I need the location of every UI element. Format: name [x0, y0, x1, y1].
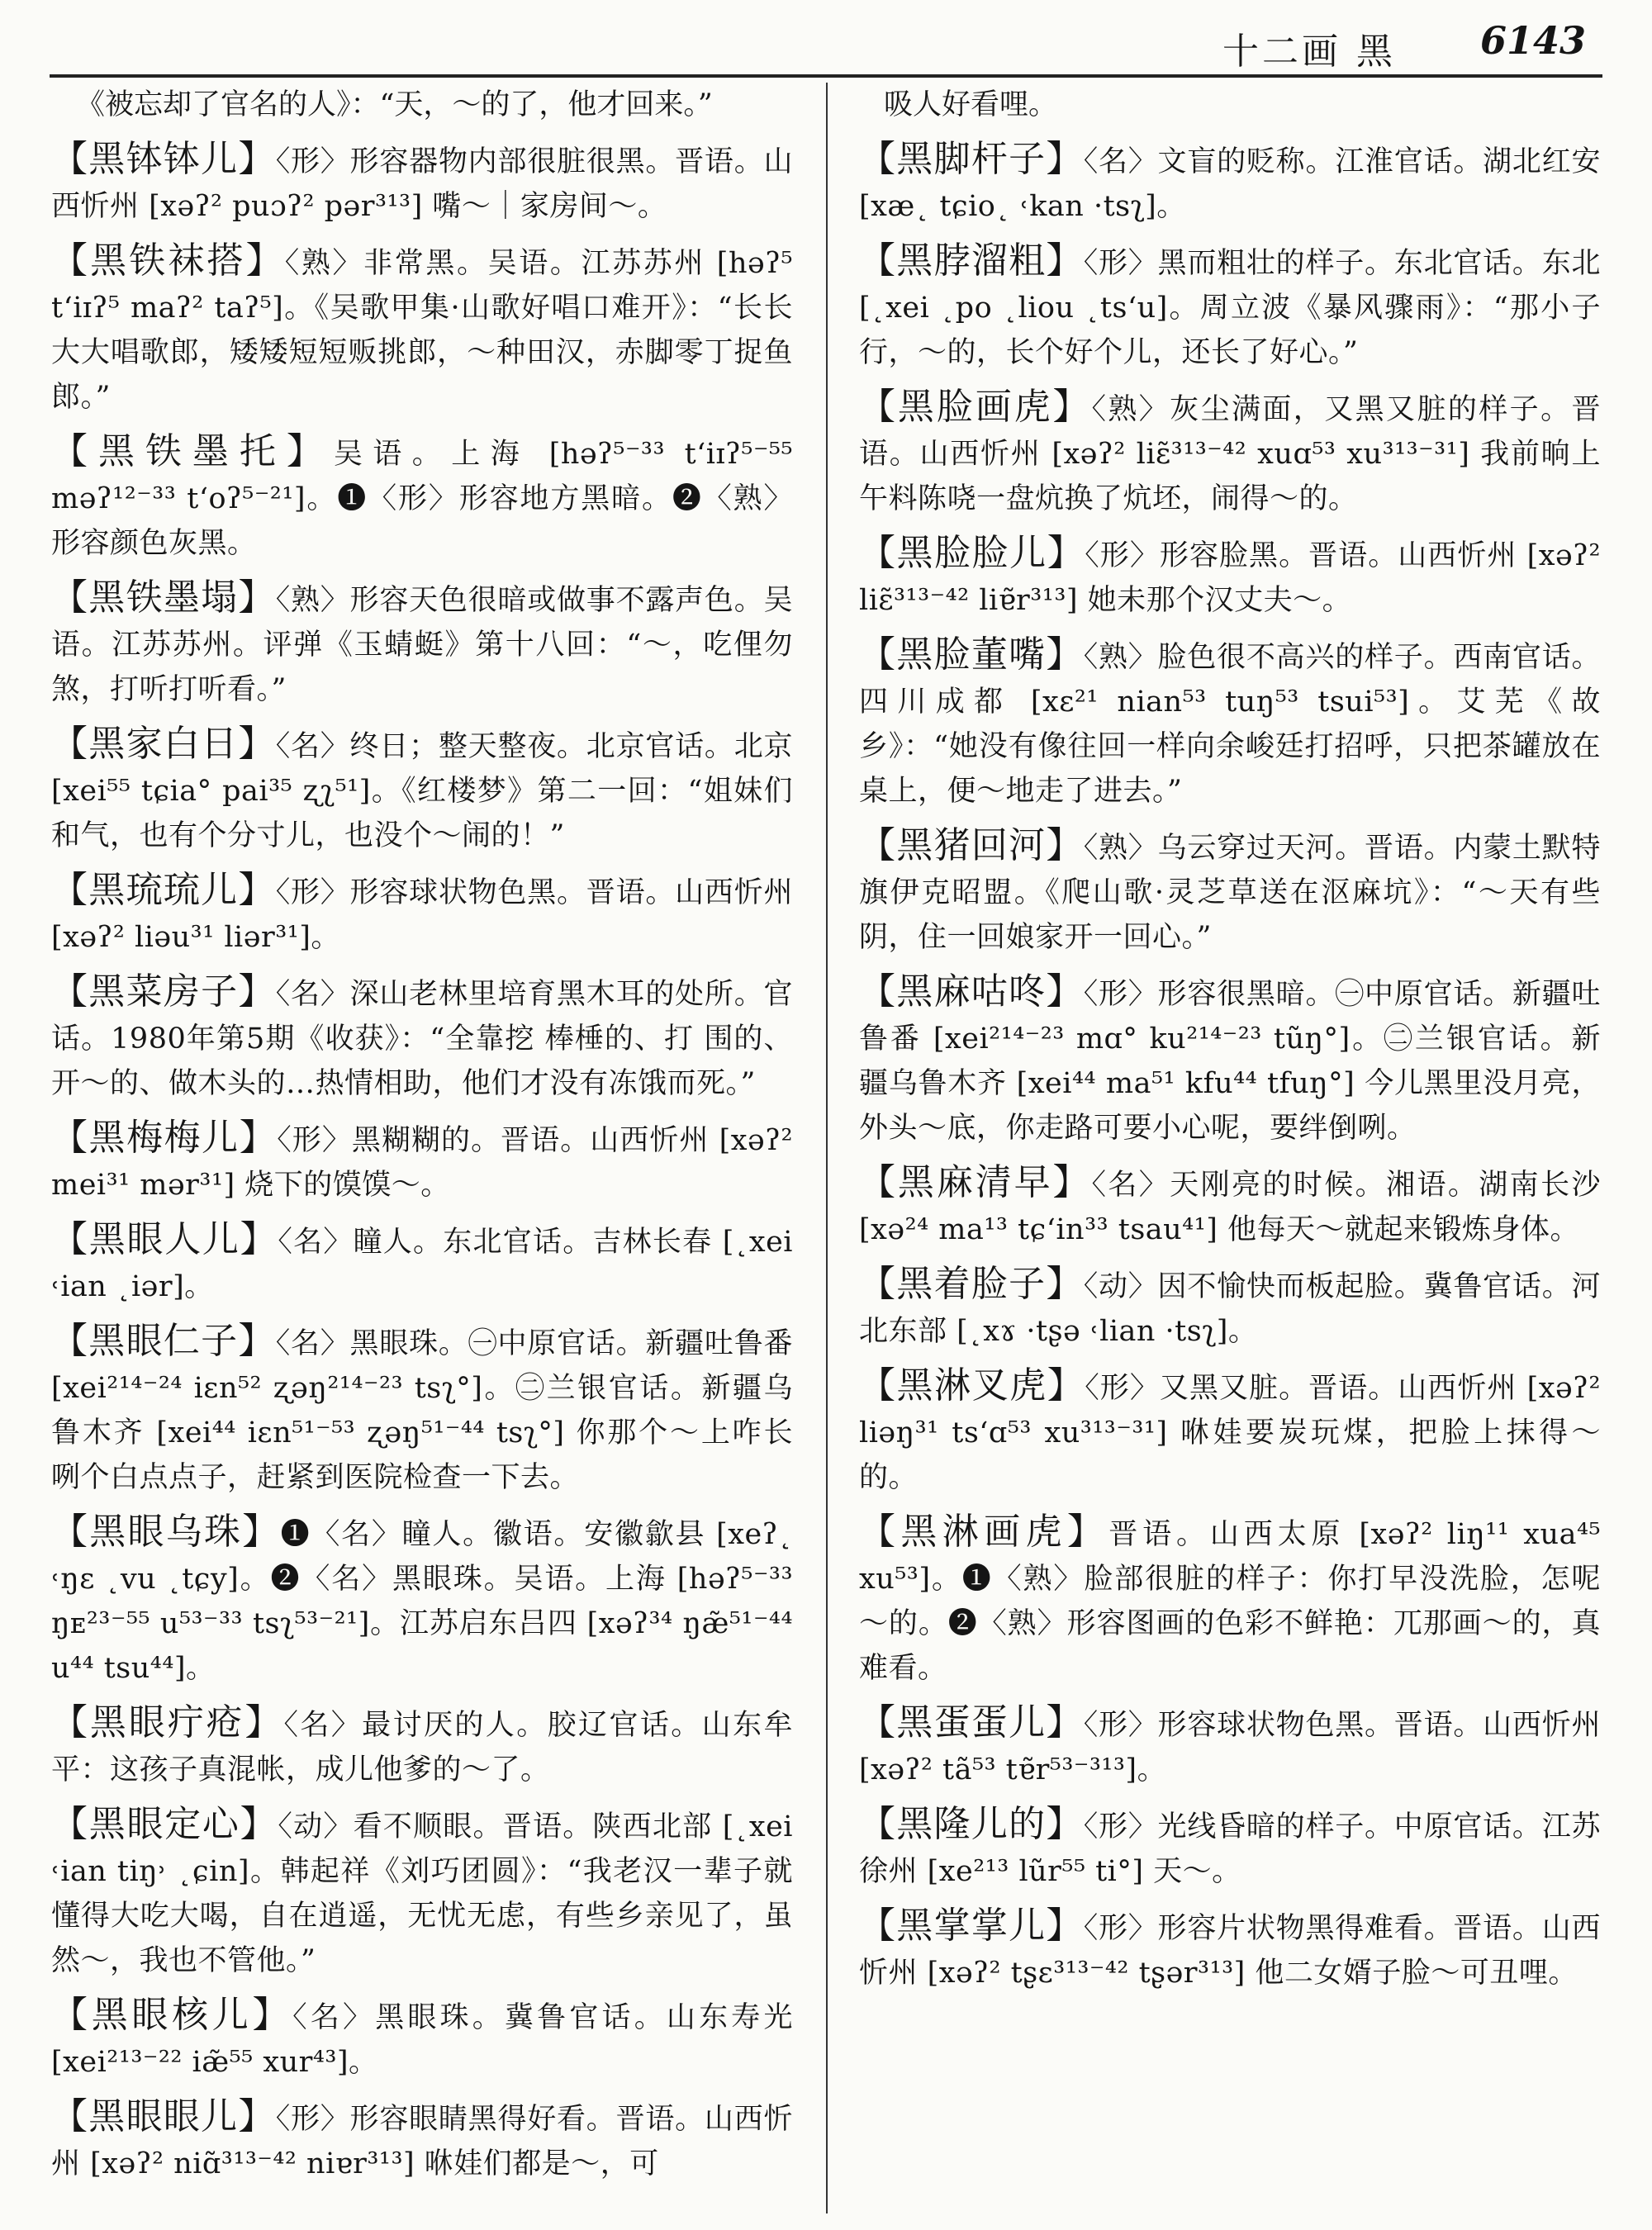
dictionary-entry — [859, 1160, 1601, 1252]
dictionary-entry — [859, 1904, 1601, 1995]
entry-headword: 【黑铁墨塌】 — [51, 576, 276, 619]
dictionary-entry — [859, 1701, 1601, 1792]
entry-definition: 〈形〉形容球状物色黑。晋语。山西忻州 [xəʔ² liəu³¹ liər³¹]。 — [51, 876, 793, 954]
entry-headword: 【黑眼眼儿】 — [51, 2095, 276, 2137]
entry-headword: 【黑脚杆子】 — [859, 138, 1084, 180]
entry-headword: 【黑铁袜搭】 — [51, 240, 285, 282]
dictionary-entry — [859, 633, 1601, 814]
entry-definition: 〈名〉最讨厌的人。胶辽官话。山东牟平：这孩子真混帐，成儿他爹的～了。 — [51, 1709, 793, 1786]
entry-headword: 【黑眼人儿】 — [51, 1218, 278, 1260]
entry-headword: 【黑菜房子】 — [51, 970, 276, 1013]
entry-headword: 【黑脸董嘴】 — [859, 633, 1084, 676]
entry-definition: 〈形〉又黑又脏。晋语。山西忻州 [xəʔ² liəŋ³¹ ts‘ɑ⁵³ xu³¹³⁻³¹] 咻娃要炭玩煤，把脸上抹得～的。 — [859, 1372, 1601, 1494]
page-header — [50, 17, 1602, 78]
entry-headword: 【黑钵钵儿】 — [51, 138, 276, 180]
entry-definition: 〈形〉形容很黑暗。㊀中原官话。新疆吐鲁番 [xei²¹⁴⁻²³ mɑ° ku²¹⁴⁻²³ tũŋ°]。㊁兰银官话。新疆乌鲁木齐 [xei⁴⁴ ma⁵¹ kfu⁴⁴ tfuŋ°] 今儿黑里没月亮，外头～底，你走路可要小心呢，要绊倒咧。 — [859, 978, 1601, 1145]
entry-headword: 【黑脸脸儿】 — [859, 532, 1085, 574]
dictionary-entry — [859, 239, 1601, 375]
entry-definition: 〈形〉光线昏暗的样子。中原官话。江苏徐州 [xe²¹³ lũr⁵⁵ ti°] 天～。 — [859, 1810, 1601, 1888]
entry-headword: 【黑掌掌儿】 — [859, 1905, 1084, 1947]
entry-definition: 〈形〉黑而粗壮的样子。东北官话。东北 [˛xei ˛po ˛liou ˛ts‘u]。周立波《暴风骤雨》：“那小子行，～的，长个好个儿，还长了好心。” — [859, 247, 1601, 369]
entry-definition: 〈名〉黑眼珠。冀鲁官话。山东寿光 [xei²¹³⁻²² iæ̃⁵⁵ xur⁴³]。 — [51, 2001, 793, 2079]
dictionary-entry — [51, 970, 793, 1106]
entry-definition: 〈熟〉灰尘满面，又黑又脏的样子。晋语。山西忻州 [xəʔ² liɛ̃³¹³⁻⁴² xuɑ⁵³ xu³¹³⁻³¹] 我前晌上午料陈哓一盘炕换了炕坯，闹得～的。 — [859, 393, 1601, 515]
right-column — [859, 83, 1601, 2213]
dictionary-entry — [859, 1802, 1601, 1894]
entry-headword: 【黑眼核儿】 — [51, 1994, 293, 2036]
dictionary-entry — [51, 1510, 793, 1691]
running-title: 十二画 黑 — [1222, 31, 1396, 73]
entry-headword: 【黑着脸子】 — [859, 1263, 1084, 1305]
entry-headword: 【黑眼乌珠】 — [51, 1511, 281, 1553]
entry-headword: 【黑梅梅儿】 — [51, 1117, 278, 1159]
entry-definition: 〈形〉形容球状物色黑。晋语。山西忻州 [xəʔ² tã⁵³ tɐ̃r⁵³⁻³¹³]。 — [859, 1709, 1601, 1786]
entry-definition: 〈名〉深山老林里培育黑木耳的处所。官话。1980年第5期《收获》：“全靠挖 棒棰的、打 围的、开～的、做木头的…热情相助，他们才没有冻饿而死。” — [51, 978, 793, 1100]
entry-definition: 〈熟〉非常黑。吴语。江苏苏州 [həʔ⁵ t‘iɪʔ⁵ maʔ² taʔ⁵]。《吴歌甲集·山歌好唱口难开》：“长长大大唱歌郎，矮矮短短贩挑郎，～种田汉，赤脚零丁捉鱼郎。” — [51, 247, 793, 414]
dictionary-entry — [51, 1319, 793, 1500]
dictionary-entry — [51, 1217, 793, 1309]
entry-headword: 【黑麻清早】 — [859, 1161, 1092, 1203]
entry-definition: ❶〈名〉瞳人。徽语。安徽歙县 [xeʔ˛ ˓ŋɛ ˛vu ˛tɕy]。❷〈名〉黑眼珠。吴语。上海 [həʔ⁵⁻³³ ŋᴇ²³⁻⁵⁵ u⁵³⁻³³ tsʅ⁵³⁻²¹]。江苏启东吕四 [xəʔ³⁴ ŋæ̃⁵¹⁻⁴⁴ u⁴⁴ tsu⁴⁴]。 — [51, 1518, 793, 1685]
entry-definition: 〈熟〉乌云穿过天河。晋语。内蒙土默特旗伊克昭盟。《爬山歌·灵芝草送在沤麻坑》：“～天有些阴，住一回娘家开一回心。” — [859, 832, 1601, 954]
entry-definition: 〈熟〉形容天色很暗或做事不露声色。吴语。江苏苏州。评弹《玉蜻蜓》第十八回：“～，吃俚勿煞，打听打听看。” — [51, 584, 793, 706]
page-number: 6143 — [1479, 18, 1586, 63]
entry-definition: 晋语。山西太原 [xəʔ² liŋ¹¹ xua⁴⁵ xu⁵³]。❶〈熟〉脸部很脏的样子：你打早没洗脸，怎呢～的。❷〈熟〉形容图画的色彩不鲜艳：兀那画～的，真难看。 — [859, 1518, 1601, 1685]
entry-definition: 〈形〉形容眼睛黑得好看。晋语。山西忻州 [xəʔ² niɑ̃³¹³⁻⁴² niɐr³¹³] 咻娃们都是～，可 — [51, 2103, 793, 2180]
entry-definition: 〈名〉终日；整天整夜。北京官话。北京 [xei⁵⁵ tɕia° pai³⁵ ʐʅ⁵¹]。《红楼梦》第二一回：“姐妹们和气，也有个分寸儿，也没个～闹的！” — [51, 730, 793, 852]
dictionary-entry — [51, 2095, 793, 2186]
dictionary-entry — [859, 531, 1601, 623]
entry-definition: 〈名〉天刚亮的时候。湘语。湖南长沙 [xə²⁴ ma¹³ tɕ‘in³³ tsau⁴¹] 他每天～就起来锻炼身体。 — [859, 1169, 1601, 1246]
dictionary-entry — [859, 823, 1601, 960]
dictionary-entry — [859, 970, 1601, 1151]
entry-headword: 【黑猪回河】 — [859, 824, 1084, 866]
entry-headword: 【黑眼定心】 — [51, 1803, 278, 1845]
dictionary-entry — [51, 1701, 793, 1792]
dictionary-entry — [859, 1364, 1601, 1500]
continued-text: 《被忘却了官名的人》：“天，～的了，他才回来。” — [76, 88, 713, 121]
entry-definition: 〈名〉黑眼珠。㊀中原官话。新疆吐鲁番 [xei²¹⁴⁻²⁴ iɛn⁵² ʐəŋ²¹⁴⁻²³ tsʅ°]。㊁兰银官话。新疆乌鲁木齐 [xei⁴⁴ iɛn⁵¹⁻⁵³ ʐəŋ⁵¹⁻⁴⁴ tsʅ°] 你那个～上咋长咧个白点点子，赶紧到医院检查一下去。 — [51, 1327, 793, 1494]
dictionary-entry — [51, 429, 793, 566]
left-column — [51, 83, 793, 2213]
dictionary-entry — [51, 1116, 793, 1208]
entry-definition: 〈名〉文盲的贬称。江淮官话。湖北红安 [xæ˛ tɕio˛ ˓kan ·tsʅ]。 — [859, 145, 1601, 223]
dictionary-entry — [51, 239, 793, 420]
dictionary-entry — [859, 1262, 1601, 1354]
entry-definition: 〈形〉形容片状物黑得难看。晋语。山西忻州 [xəʔ² tʂɛ³¹³⁻⁴² tʂər³¹³] 他二女婿子脸～可丑哩。 — [859, 1912, 1601, 1990]
entry-headword: 【黑蛋蛋儿】 — [859, 1701, 1084, 1744]
dictionary-entry — [51, 868, 793, 960]
dictionary-entry — [51, 1993, 793, 2085]
dictionary-entry — [51, 576, 793, 712]
entry-headword: 【黑眼仁子】 — [51, 1320, 276, 1362]
entry-headword: 【黑隆儿的】 — [859, 1803, 1084, 1845]
entry-definition: 〈动〉因不愉快而板起脸。冀鲁官话。河北东部 [˛xɤ ·tʂə ˓lian ·tsʅ]。 — [859, 1270, 1601, 1348]
dictionary-entry — [859, 137, 1601, 229]
entry-headword: 【黑淋叉虎】 — [859, 1364, 1085, 1407]
entry-definition: 〈熟〉脸色很不高兴的样子。西南官话。四川成都 [xɛ²¹ nian⁵³ tuŋ⁵³ tsui⁵³]。艾芜《故乡》：“她没有像往回一样向余峻廷打招呼，只把茶罐放在桌上，便～地走了进去。” — [859, 641, 1601, 808]
entry-headword: 【黑脖溜粗】 — [859, 240, 1084, 282]
entry-headword: 【黑脸画虎】 — [859, 386, 1092, 428]
dictionary-entry — [51, 722, 793, 858]
dictionary-entry — [51, 137, 793, 229]
dictionary-entry — [51, 1802, 793, 1983]
continued-text: 吸人好看哩。 — [884, 88, 1058, 121]
entry-headword: 【黑铁墨托】 — [51, 430, 334, 472]
entry-definition: 〈形〉黑糊糊的。晋语。山西忻州 [xəʔ² mei³¹ mər³¹] 烧下的馍馍～。 — [51, 1124, 793, 1202]
entry-headword: 【黑眼疔疮】 — [51, 1701, 284, 1744]
entry-definition: 〈动〉看不顺眼。晋语。陕西北部 [˛xei ˓ian tiŋ˒ ˛ɕin]。韩起祥《刘巧团圆》：“我老汉一辈子就懂得大吃大喝，自在逍遥，无忧无虑，有些乡亲见了，虽然～，我也不管他。” — [51, 1810, 793, 1977]
column-divider — [826, 83, 828, 2213]
entry-definition: 吴语。上海 [həʔ⁵⁻³³ t‘iɪʔ⁵⁻⁵⁵ məʔ¹²⁻³³ t‘oʔ⁵⁻²¹]。❶〈形〉形容地方黑暗。❷〈熟〉形容颜色灰黑。 — [51, 438, 793, 560]
dictionary-entry — [859, 385, 1601, 521]
entry-headword: 【黑家白日】 — [51, 723, 276, 765]
entry-headword: 【黑麻咕咚】 — [859, 970, 1084, 1013]
dictionary-entry — [859, 1510, 1601, 1691]
entry-definition: 〈名〉瞳人。东北官话。吉林长春 [˛xei ˓ian ˛iər]。 — [51, 1226, 793, 1303]
entry-definition: 〈形〉形容器物内部很脏很黑。晋语。山西忻州 [xəʔ² puɔʔ² pər³¹³] 嘴～｜家房间～。 — [51, 145, 793, 223]
entry-definition: 〈形〉形容脸黑。晋语。山西忻州 [xəʔ² liɛ̃³¹³⁻⁴² liɐ̃r³¹³] 她未那个汉丈夫～。 — [859, 539, 1601, 617]
entry-headword: 【黑琉琉儿】 — [51, 869, 276, 911]
entry-headword: 【黑淋画虎】 — [859, 1511, 1109, 1553]
